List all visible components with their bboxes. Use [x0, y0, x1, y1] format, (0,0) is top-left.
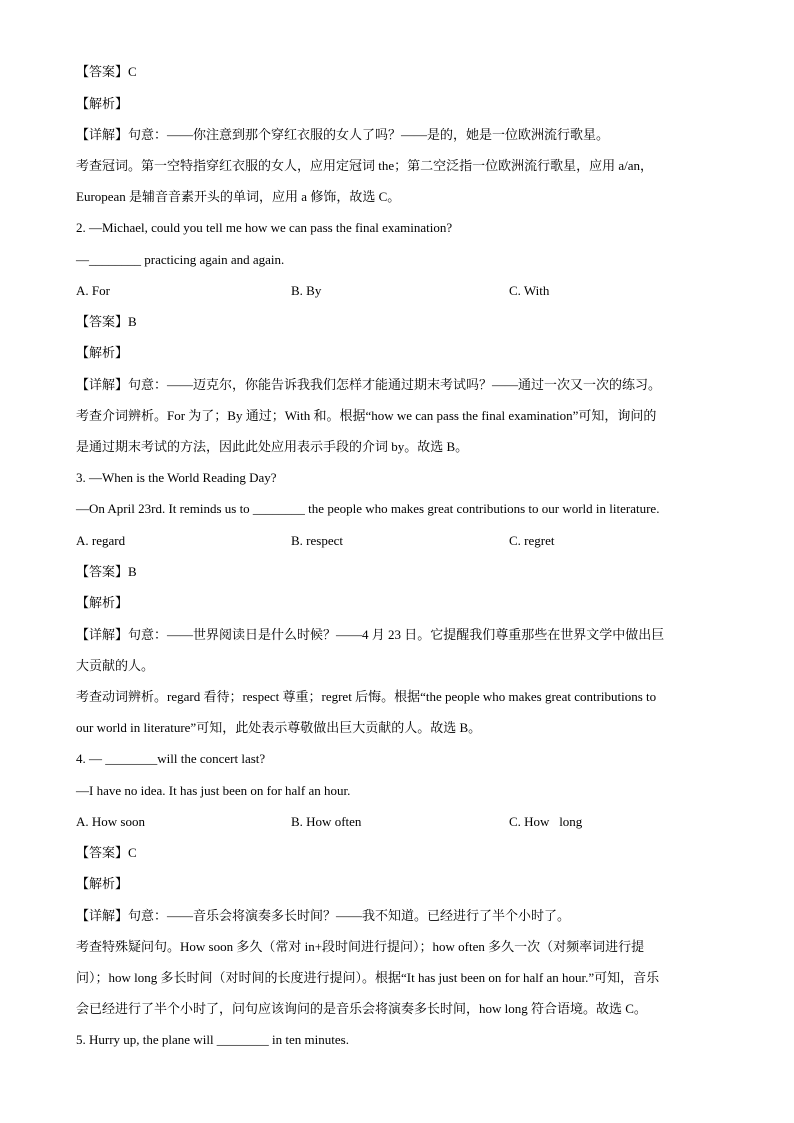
q2-stem-2: —________ practicing again and again.	[76, 252, 285, 267]
q1-answer: 【答案】C	[76, 64, 137, 79]
q5-stem-1: 5. Hurry up, the plane will ________ in ten minutes.	[76, 1032, 349, 1047]
q4-option-c: C. How long	[509, 814, 583, 829]
q4-explanation-1: 考查特殊疑问句。How soon 多久（常对 in+段时间进行提问）；how often 多久一次（对频率词进行提	[76, 939, 645, 954]
q4-option-a: A. How soon	[76, 814, 145, 829]
q1-explanation-1: 考查冠词。第一空特指穿红衣服的女人，应用定冠词 the；第二空泛指一位欧洲流行歌星，应用 a/an，	[76, 158, 654, 173]
q4-explanation-2: 问）；how long 多长时间（对时间的长度进行提问）。根据“It has just been on for half an hour.”可知，音乐	[76, 970, 660, 985]
q4-explanation-3: 会已经进行了半个小时了，问句应该询问的是音乐会将演奏多长时间，how long 符合语境。故选 C。	[76, 1001, 647, 1016]
q3-explanation-2: our world in literature”可知，此处表示尊敬做出巨大贡献的人。故选 B。	[76, 720, 482, 735]
q3-option-b: B. respect	[291, 533, 343, 548]
q3-option-a: A. regard	[76, 533, 126, 548]
q2-option-c: C. With	[509, 283, 550, 298]
q2-detail: 【详解】句意：——迈克尔，你能告诉我我们怎样才能通过期末考试吗？——通过一次又一次的练习。	[76, 377, 662, 392]
q2-analysis-label: 【解析】	[76, 345, 129, 360]
q2-explanation-2: 是通过期末考试的方法，因此此处应用表示手段的介词 by。故选 B。	[76, 439, 469, 454]
q3-answer: 【答案】B	[76, 564, 137, 579]
q4-analysis-label: 【解析】	[76, 876, 129, 891]
q4-stem-2: —I have no idea. It has just been on for half an hour.	[76, 783, 351, 798]
q4-stem-1: 4. — ________will the concert last?	[76, 751, 266, 766]
q3-detail-2: 大贡献的人。	[76, 658, 155, 673]
q2-stem-1: 2. —Michael, could you tell me how we can pass the final examination?	[76, 220, 453, 235]
q2-option-b: B. By	[291, 283, 322, 298]
q3-analysis-label: 【解析】	[76, 595, 129, 610]
q4-detail: 【详解】句意：——音乐会将演奏多长时间？——我不知道。已经进行了半个小时了。	[76, 908, 571, 923]
q3-explanation-1: 考查动词辨析。regard 看待；respect 尊重；regret 后悔。根据“the people who makes great contributions to	[76, 689, 657, 704]
q3-stem-1: 3. —When is the World Reading Day?	[76, 470, 277, 485]
q1-detail: 【详解】句意：——你注意到那个穿红衣服的女人了吗？——是的，她是一位欧洲流行歌星。	[76, 127, 610, 142]
q2-option-a: A. For	[76, 283, 110, 298]
q4-option-b: B. How often	[291, 814, 362, 829]
q3-option-c: C. regret	[509, 533, 555, 548]
q4-answer: 【答案】C	[76, 845, 137, 860]
q3-stem-2: —On April 23rd. It reminds us to ________ the people who makes great contributions to our world in literature.	[76, 501, 660, 516]
q2-explanation-1: 考查介词辨析。For 为了；By 通过；With 和。根据“how we can pass the final examination”可知，询问的	[76, 408, 657, 423]
q1-analysis-label: 【解析】	[76, 96, 129, 111]
q1-explanation-2: European 是辅音音素开头的单词，应用 a 修饰，故选 C。	[76, 189, 401, 204]
q2-answer: 【答案】B	[76, 314, 137, 329]
q3-detail-1: 【详解】句意：——世界阅读日是什么时候？——4 月 23 日。它提醒我们尊重那些在世界文学中做出巨	[76, 627, 665, 642]
